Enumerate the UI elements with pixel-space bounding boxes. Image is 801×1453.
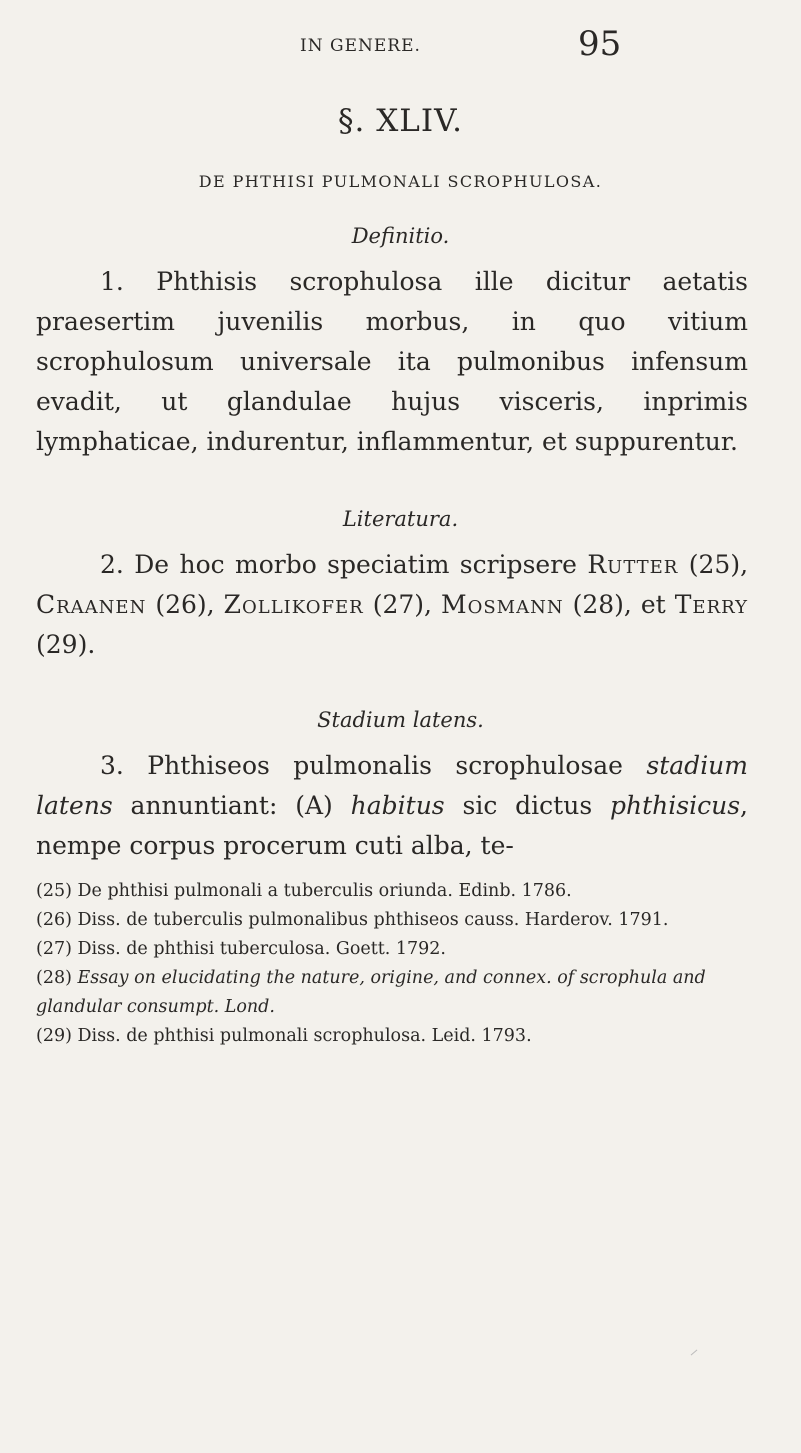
paragraph-text: annuntiant: (A) — [130, 791, 333, 820]
paper-mark — [691, 1350, 698, 1356]
author-mosmann: Mosmann — [440, 590, 564, 619]
paragraph-number: 1. — [100, 267, 124, 296]
definitio-paragraph — [36, 262, 748, 462]
section-number: §. XLIV. — [338, 103, 463, 139]
page-header — [0, 22, 801, 72]
footnote-mark: (29) — [36, 1026, 72, 1046]
paragraph-text: sic dictus — [462, 791, 593, 820]
italic-term: habitus — [350, 791, 445, 820]
stadium-paragraph — [36, 746, 748, 866]
literatura-heading: Literatura. — [342, 507, 459, 531]
footnote-ref: (27), — [372, 590, 432, 619]
footnote-text: Diss. de tuberculis pulmonalibus phthiseos causs. Harderov. 1791. — [77, 910, 669, 930]
footnote — [36, 964, 748, 1022]
running-title: IN GENERE. — [300, 36, 421, 56]
footnote-mark: (25) — [36, 881, 72, 901]
paragraph-text: Phthiseos pulmonalis scrophulosae — [147, 751, 623, 780]
footnote-text: Diss. de phthisi tuberculosa. Goett. 1792. — [77, 939, 446, 959]
footnote-ref: (28), — [572, 590, 632, 619]
footnote — [36, 906, 748, 935]
author-craanen: Craanen — [36, 590, 147, 619]
italic-term: phthisicus — [610, 791, 741, 820]
footnote — [36, 1022, 748, 1051]
page-number: 95 — [578, 24, 622, 64]
paragraph-number: 3. — [100, 751, 124, 780]
footnote — [36, 935, 748, 964]
author-zollikofer: Zollikofer — [223, 590, 364, 619]
italic-term: stadium latens — [36, 751, 748, 820]
footnote-mark: (28) — [36, 968, 72, 988]
paragraph-number: 2. — [100, 550, 124, 579]
paragraph-text: De hoc morbo speciatim scripsere — [134, 550, 577, 579]
footnote-ref: (25), — [688, 550, 749, 579]
author-terry: Terry — [674, 590, 748, 619]
footnote-text: Essay on elucidating the nature, origine, and connex. of scrophula and glandular consumpt. Lond. — [36, 968, 706, 1017]
footnotes — [36, 877, 748, 1051]
chapter-title: DE PHTHISI PULMONALI SCROPHULOSA. — [198, 172, 603, 191]
author-rutter: Rutter — [587, 550, 679, 579]
footnote-mark: (26) — [36, 910, 72, 930]
definitio-heading: Definitio. — [351, 224, 450, 248]
stadium-heading: Stadium latens. — [317, 708, 484, 732]
paragraph-text: , nempe corpus procerum cuti alba, te- — [36, 791, 748, 860]
literatura-paragraph — [36, 545, 748, 665]
footnote-text: Diss. de phthisi pulmonali scrophulosa. Leid. 1793. — [77, 1026, 532, 1046]
footnote-mark: (27) — [36, 939, 72, 959]
footnote-text: De phthisi pulmonali a tuberculis oriunda. Edinb. 1786. — [77, 881, 572, 901]
footnote-ref: (29). — [36, 630, 96, 659]
paragraph-text: Phthisis scrophulosa ille dicitur aetatis praesertim juvenilis morbus, in quo vitium scrophulosum universale ita pulmonibus infensum evadit, ut glandulae hujus visceris, inprimis lymphaticae, indurentur, inflammentur, et suppurentur. — [36, 267, 748, 456]
footnote-ref: (26), — [155, 590, 215, 619]
footnote — [36, 877, 748, 906]
conjunction: et — [640, 590, 666, 619]
